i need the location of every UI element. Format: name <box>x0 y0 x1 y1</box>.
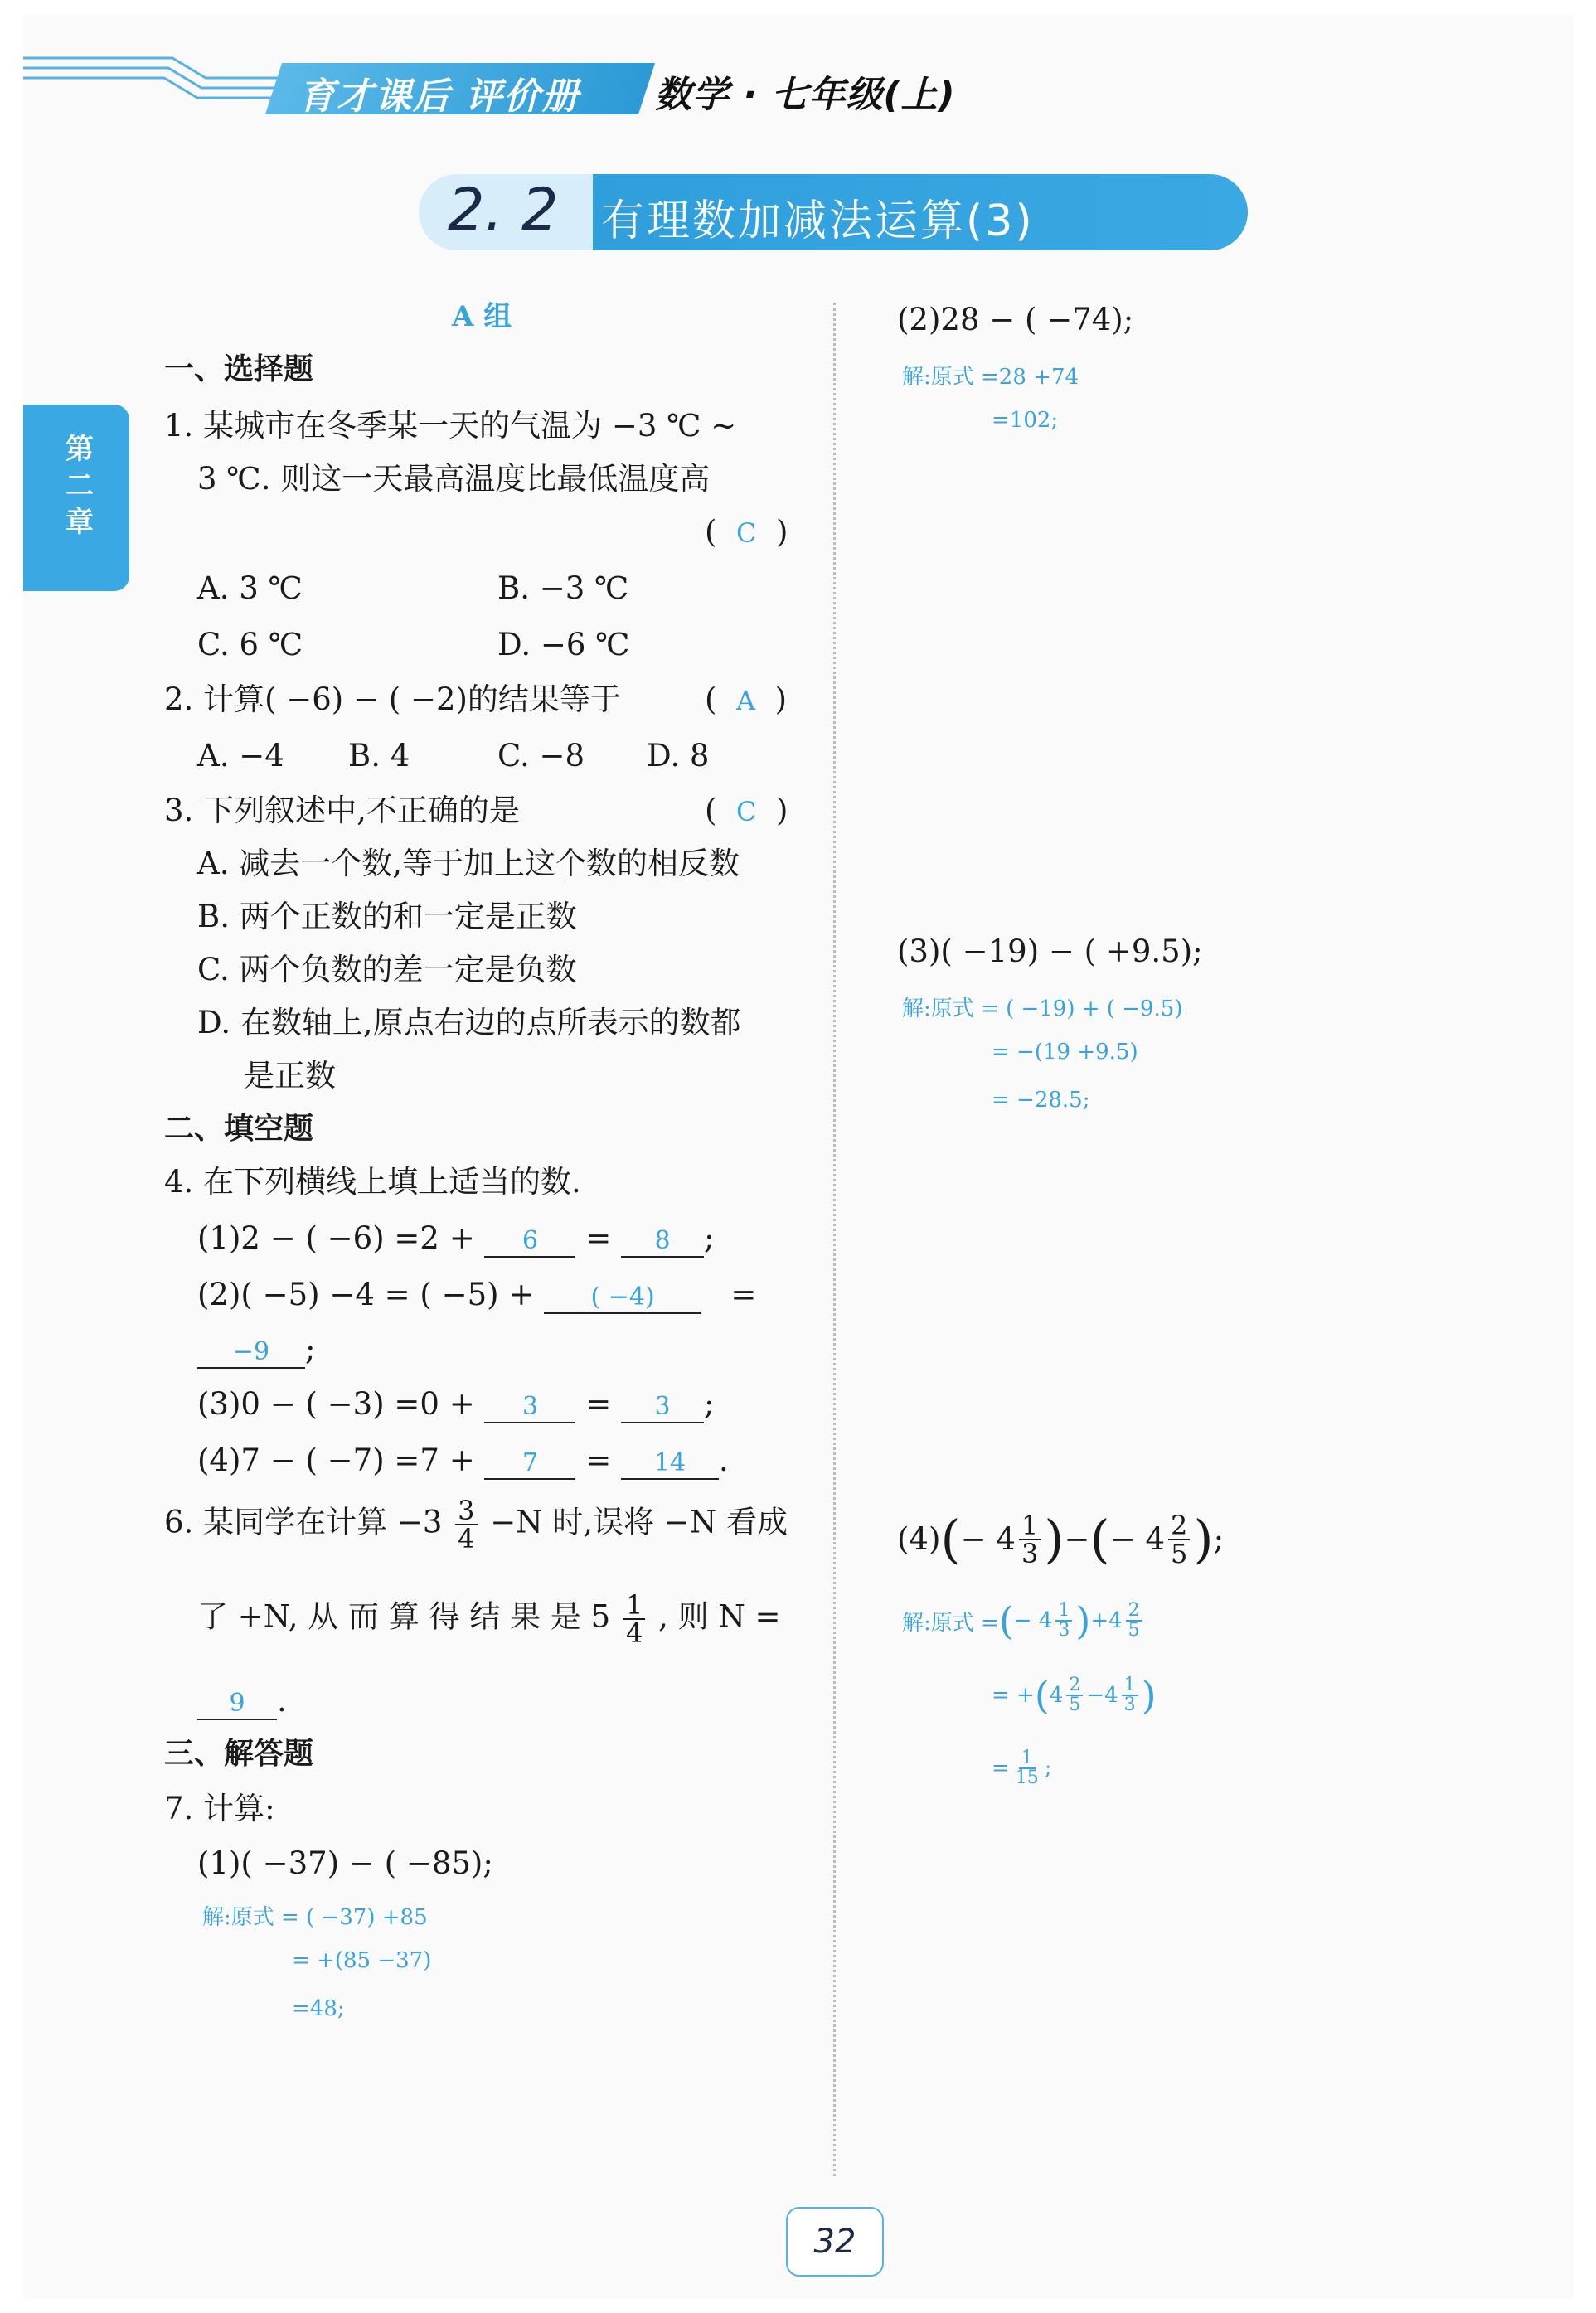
q3-option-b: B. 两个正数的和一定是正数 <box>197 899 577 934</box>
q3-option-c: C. 两个负数的差一定是负数 <box>197 952 577 987</box>
q1-option-d: D. −6 ℃ <box>497 627 630 662</box>
q7-part4-step1-fraction2 <box>1126 1602 1142 1640</box>
q7-part4-step3-fraction-den: 15 <box>1015 1767 1039 1788</box>
q6-fraction2 <box>623 1589 645 1649</box>
q7-part4-step2-fraction1-den: 5 <box>1069 1695 1081 1715</box>
q4-part2-blank1: ( −4) <box>544 1283 701 1314</box>
q7-part4-paren-close1: ) <box>1044 1509 1065 1569</box>
q7-part3-step1: 解:原式 = ( −19) + ( −9.5) <box>902 996 1183 1021</box>
q3-answer-bracket: ( C ) <box>705 793 788 828</box>
q7-part3-question: (3)( −19) − ( +9.5); <box>897 933 1203 969</box>
q7-part4-label: (4) <box>897 1521 941 1557</box>
q1-option-b: B. −3 ℃ <box>497 570 629 606</box>
q7-part4-step1-plus: +4 <box>1090 1608 1123 1633</box>
q7-part4-step2 <box>992 1673 1157 1718</box>
q4-part1-expr: (1)2 − ( −6) =2 + <box>197 1220 475 1256</box>
q3-option-d-line2: 是正数 <box>244 1058 336 1093</box>
section-title: 有理数加减法运算(3) <box>601 196 1035 246</box>
q4-part1-eq: = <box>585 1220 612 1256</box>
q6-text-d: , 则 N = <box>658 1598 781 1635</box>
section-heading-choice: 一、选择题 <box>164 352 314 386</box>
q4-part4 <box>197 1443 729 1480</box>
q2-answer: A <box>735 685 756 716</box>
q6-line1 <box>164 1497 788 1552</box>
column-divider <box>833 303 836 2176</box>
q3-answer: C <box>735 796 757 827</box>
q6-end: . <box>277 1683 287 1719</box>
q2-option-b: B. 4 <box>348 738 410 773</box>
q7-part4-step1-fraction1-num: 1 <box>1055 1602 1072 1622</box>
q7-part4-step2-fraction1 <box>1066 1676 1083 1714</box>
q7-part4-step2-paren-open: ( <box>1034 1673 1050 1718</box>
q7-part4-step2-int: 4 <box>1049 1683 1064 1708</box>
header-subject: 数学 · 七年级(上) <box>655 74 956 116</box>
q7-part4-step1 <box>902 1598 1146 1643</box>
q4-part2-expr: (2)( −5) −4 = ( −5) + <box>197 1277 535 1312</box>
q7-part4-end: ; <box>1213 1521 1225 1557</box>
q1-text-line1: 1. 某城市在冬季某一天的气温为 −3 ℃ ~ <box>164 408 737 444</box>
q6-line2 <box>197 1589 781 1649</box>
q7-part2-step2: =102; <box>992 408 1059 433</box>
section-heading-fill: 二、填空题 <box>164 1112 314 1146</box>
q4-part3-blank1: 3 <box>484 1392 575 1423</box>
q6-fraction1-num: 3 <box>455 1497 477 1525</box>
header-decoration-lines <box>23 53 289 119</box>
q4-part2-end: ; <box>305 1331 316 1367</box>
section-number: 2. 2 <box>448 176 559 244</box>
q7-part4-term2-int: − 4 <box>1109 1521 1166 1557</box>
q7-part4-step2-fraction1-num: 2 <box>1066 1676 1083 1696</box>
q7-part4-step1-fraction2-den: 5 <box>1128 1620 1140 1641</box>
q7-part4-step1-fraction1-den: 3 <box>1058 1620 1070 1641</box>
q7-part4-step3-fraction-num: 1 <box>1019 1749 1036 1769</box>
q7-part4-fraction1 <box>1019 1510 1041 1570</box>
q2-option-d: D. 8 <box>647 738 710 773</box>
q4-part2-cont <box>197 1331 315 1369</box>
q6-fraction1 <box>455 1497 477 1552</box>
q4-part4-blank1: 7 <box>484 1448 575 1480</box>
q6-answer-line <box>197 1683 287 1720</box>
q4-part4-end: . <box>719 1443 729 1478</box>
page-number: 32 <box>786 2207 884 2277</box>
q7-part1-step1: 解:原式 = ( −37) +85 <box>202 1905 428 1930</box>
q3-text: 3. 下列叙述中,不正确的是 <box>164 793 520 828</box>
q7-part4-step2-fraction2-den: 3 <box>1123 1695 1136 1715</box>
q4-part3-blank2: 3 <box>621 1392 704 1423</box>
q4-part3-eq: = <box>585 1386 612 1422</box>
q4-part2 <box>197 1277 756 1314</box>
q7-part4-step2-prefix: = + <box>992 1683 1035 1708</box>
q1-option-c: C. 6 ℃ <box>197 627 303 662</box>
q3-option-d-line1: D. 在数轴上,原点右边的点所表示的数都 <box>197 1005 741 1040</box>
q7-part4-step3-end: ; <box>1044 1756 1052 1781</box>
q7-part4-term1-int: − 4 <box>960 1521 1016 1557</box>
q7-part4-step1-paren-open: ( <box>998 1598 1014 1643</box>
header-brand: 育才课后 评价册 <box>298 75 580 118</box>
q7-part4-step3 <box>992 1749 1052 1787</box>
q4-part4-blank2: 14 <box>621 1448 719 1480</box>
q7-part4-step3-prefix: = <box>992 1756 1010 1781</box>
group-label: A 组 <box>452 300 512 333</box>
q7-part4-step1-paren-close: ) <box>1075 1598 1091 1643</box>
q7-part4-step1-int: − 4 <box>1013 1608 1053 1633</box>
q1-text-line2: 3 ℃. 则这一天最高温度比最低温度高 <box>197 461 711 497</box>
q6-answer: 9 <box>197 1689 277 1720</box>
q6-fraction1-den: 4 <box>458 1523 475 1554</box>
q4-part1-blank1: 6 <box>484 1226 575 1258</box>
q7-part4-step2-fraction2-num: 1 <box>1122 1676 1138 1696</box>
q7-part4-question <box>897 1509 1224 1570</box>
q7-part4-fraction2 <box>1168 1510 1190 1570</box>
q7-part4-step2-fraction2 <box>1122 1676 1138 1714</box>
q7-part1-step2: = +(85 −37) <box>292 1948 432 1973</box>
q6-text-a: 6. 某同学在计算 −3 <box>164 1504 443 1540</box>
q7-part4-paren-open1: ( <box>940 1509 961 1569</box>
q7-part4-fraction1-num: 1 <box>1019 1512 1041 1540</box>
chapter-tab-label: 第二章 <box>65 433 94 539</box>
q7-part4-step1-prefix: 解:原式 = <box>902 1610 999 1636</box>
q7-part2-step1: 解:原式 =28 +74 <box>902 365 1079 390</box>
q1-answer: C <box>735 517 757 549</box>
q4-part1 <box>197 1220 715 1258</box>
q2-option-a: A. −4 <box>197 738 284 773</box>
q7-part1-step3: =48; <box>292 1996 345 2021</box>
q4-part3-expr: (3)0 − ( −3) =0 + <box>197 1386 475 1422</box>
q3-option-a: A. 减去一个数,等于加上这个数的相反数 <box>197 846 740 881</box>
q7-part4-paren-close2: ) <box>1193 1509 1214 1569</box>
q7-part4-minus: − <box>1064 1521 1090 1557</box>
q4-part1-blank2: 8 <box>621 1226 704 1258</box>
q4-part3 <box>197 1386 715 1423</box>
q7-part4-paren-open2: ( <box>1089 1509 1110 1569</box>
q7-part4-step3-fraction <box>1013 1749 1041 1787</box>
q6-text-b: −N 时,误将 −N 看成 <box>490 1504 788 1540</box>
q7-part2-question: (2)28 − ( −74); <box>897 302 1134 337</box>
q6-text-c: 了 +N, 从 而 算 得 结 果 是 5 <box>197 1598 611 1635</box>
q6-fraction2-num: 1 <box>623 1592 645 1620</box>
q4-part4-expr: (4)7 − ( −7) =7 + <box>197 1443 475 1478</box>
q4-text: 4. 在下列横线上填上适当的数. <box>164 1164 581 1200</box>
q7-part3-step3: = −28.5; <box>992 1088 1090 1113</box>
q7-part1-question: (1)( −37) − ( −85); <box>197 1845 493 1881</box>
q6-fraction2-den: 4 <box>625 1617 643 1649</box>
q7-part4-step2-paren-close: ) <box>1141 1673 1157 1718</box>
section-heading-solve: 三、解答题 <box>164 1737 314 1771</box>
q7-part4-fraction2-num: 2 <box>1168 1512 1190 1540</box>
q7-part4-step2-minus: −4 <box>1086 1683 1118 1708</box>
q7-part4-step1-fraction2-num: 2 <box>1126 1602 1142 1622</box>
q7-part3-step2: = −(19 +9.5) <box>992 1040 1138 1064</box>
q4-part3-end: ; <box>704 1386 715 1422</box>
q4-part2-eq: = <box>730 1277 757 1312</box>
q7-text: 7. 计算: <box>164 1791 275 1826</box>
q4-part4-eq: = <box>585 1443 612 1478</box>
q4-part1-end: ; <box>704 1220 715 1256</box>
q7-part4-fraction1-den: 3 <box>1021 1538 1039 1570</box>
q2-option-c: C. −8 <box>497 738 585 773</box>
q2-answer-bracket: ( A ) <box>705 681 788 717</box>
q7-part4-step1-fraction1 <box>1055 1602 1072 1640</box>
q1-answer-bracket: ( C ) <box>705 514 788 550</box>
q1-option-a: A. 3 ℃ <box>197 570 303 606</box>
q2-text: 2. 计算( −6) − ( −2)的结果等于 <box>164 681 621 717</box>
q4-part2-blank2: −9 <box>197 1337 305 1369</box>
q7-part4-fraction2-den: 5 <box>1171 1538 1188 1570</box>
